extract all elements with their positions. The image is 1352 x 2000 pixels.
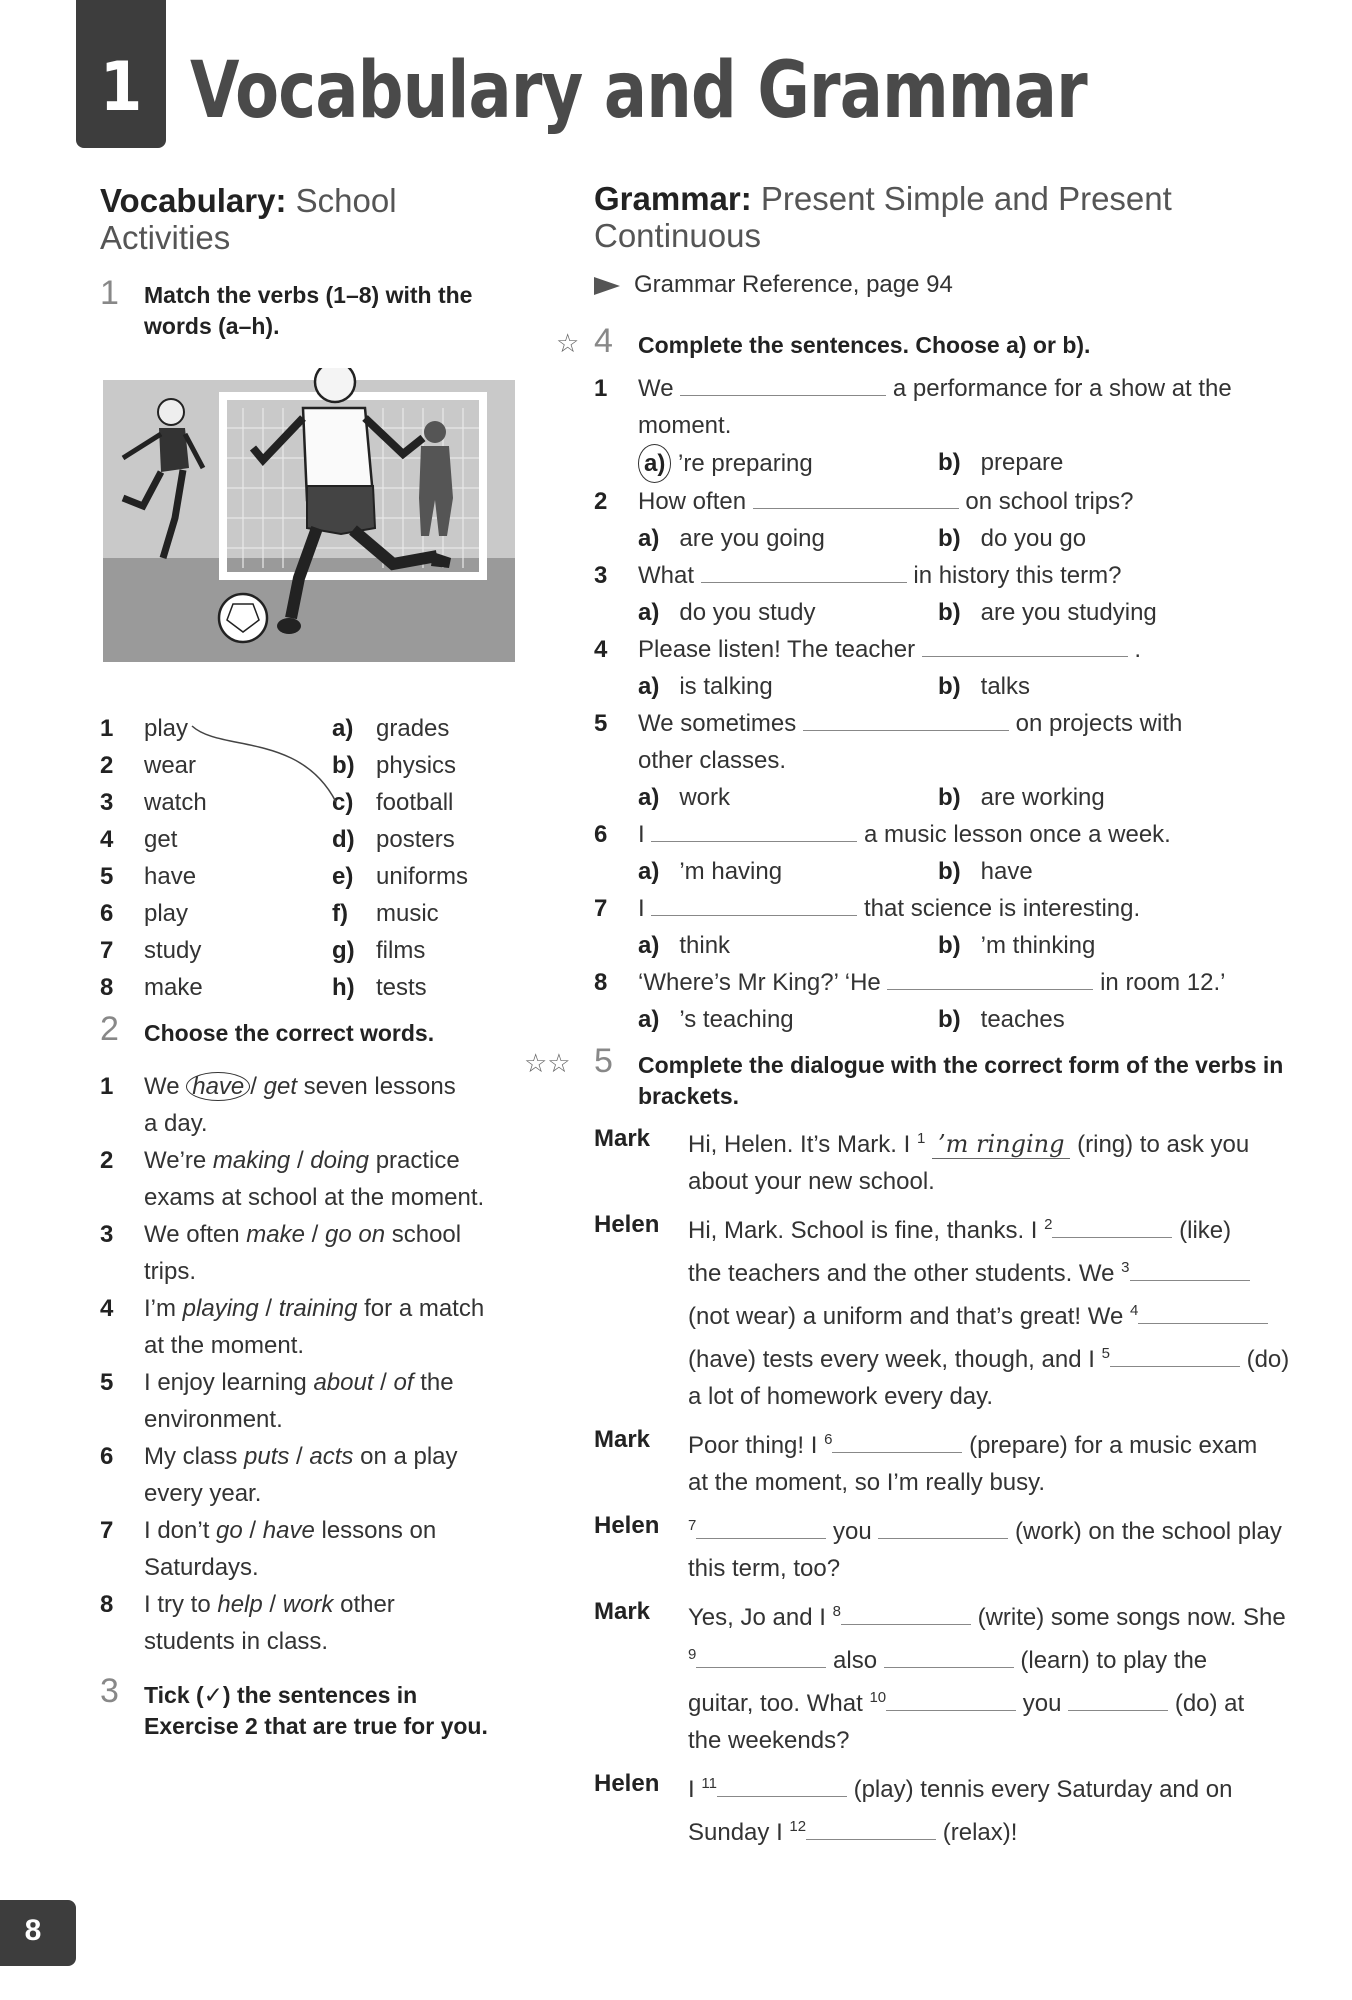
grammar-reference-link[interactable]: Grammar Reference, page 94 [594,266,953,303]
page-title: Vocabulary and Grammar [190,46,1087,136]
match-line [190,722,350,812]
unit-number: 1 [99,48,143,127]
exercise-1-list: 1 play a) grades 2 wear b) physics 3 watch c) football 4 get d) posters 5 have e) uniforms 6 play f) music 7 study g) films 8 make h) tests [100,715,469,1001]
two-stars-icon: ☆☆ [524,1048,571,1078]
exercise-2-items: 1 We have / get seven lessons a day. 2 We’re making / doing practice exams at school at the moment. 3 We often make / go on school trips. 4 I’m playing / training for a match at the moment. 5 I enjoy learning about / of the environment. 6 My class puts / acts on a play every year. 7 I don’t go / have lessons on Saturdays. 8 I try to help / work other students in class. [100,1073,485,1655]
page-number: 8 [24,1914,42,1947]
arrow-icon [594,277,620,295]
grammar-section-title: Grammar: Present Simple and Present Continuous [594,180,1172,254]
exercise-4-items: 1 We a performance for a show at the moment. a) ’re preparing b) prepare 2 How often on school trips? a) are you going b) do you go 3 What in history this term? a) do you study b) are you studying 4 Please listen! The teacher . a) is talking b) talks 5 We sometimes on projects with other classes. a) work b) are working 6 I a music lesson once a week. a) ’m having b) have 7 I that science is interesting. a) think b) ’m thinking 8 ‘Where’s Mr King?’ ‘He in room 12.’ a) ’s teaching b) teaches [594,375,1232,1033]
football-illustration [103,368,515,662]
star-icon: ☆ [556,328,580,358]
dialogue: Mark Hi, Helen. It’s Mark. I $^1$ ’m ringing (ring) to ask you about your new school. Helen Hi, Mark. School is fine, thanks. I $^2$ (like) the teachers and the other students. We $^3$ (not wear) a uniform and that’s great! We $^4$ (have) tests every week, though, and I $^5$ (do) a lot of homework every day. Mark Poor thing! I $^6$ (prepare) for a music exam at the moment, so I’m really busy. Helen $^7$ you (work) on the school play this term, too? Mark Yes, Jo and I $^8$ (write) some songs now. She $^9$ also (learn) to play the guitar, too. What $^{10}$ you (do) at the weekends? Helen I $^{11}$ (play) tennis every Saturday and on Sunday I $^{12}$ (relax)! [594,1125,1290,1846]
vocab-section-title: Vocabulary: School Activities [100,182,397,256]
